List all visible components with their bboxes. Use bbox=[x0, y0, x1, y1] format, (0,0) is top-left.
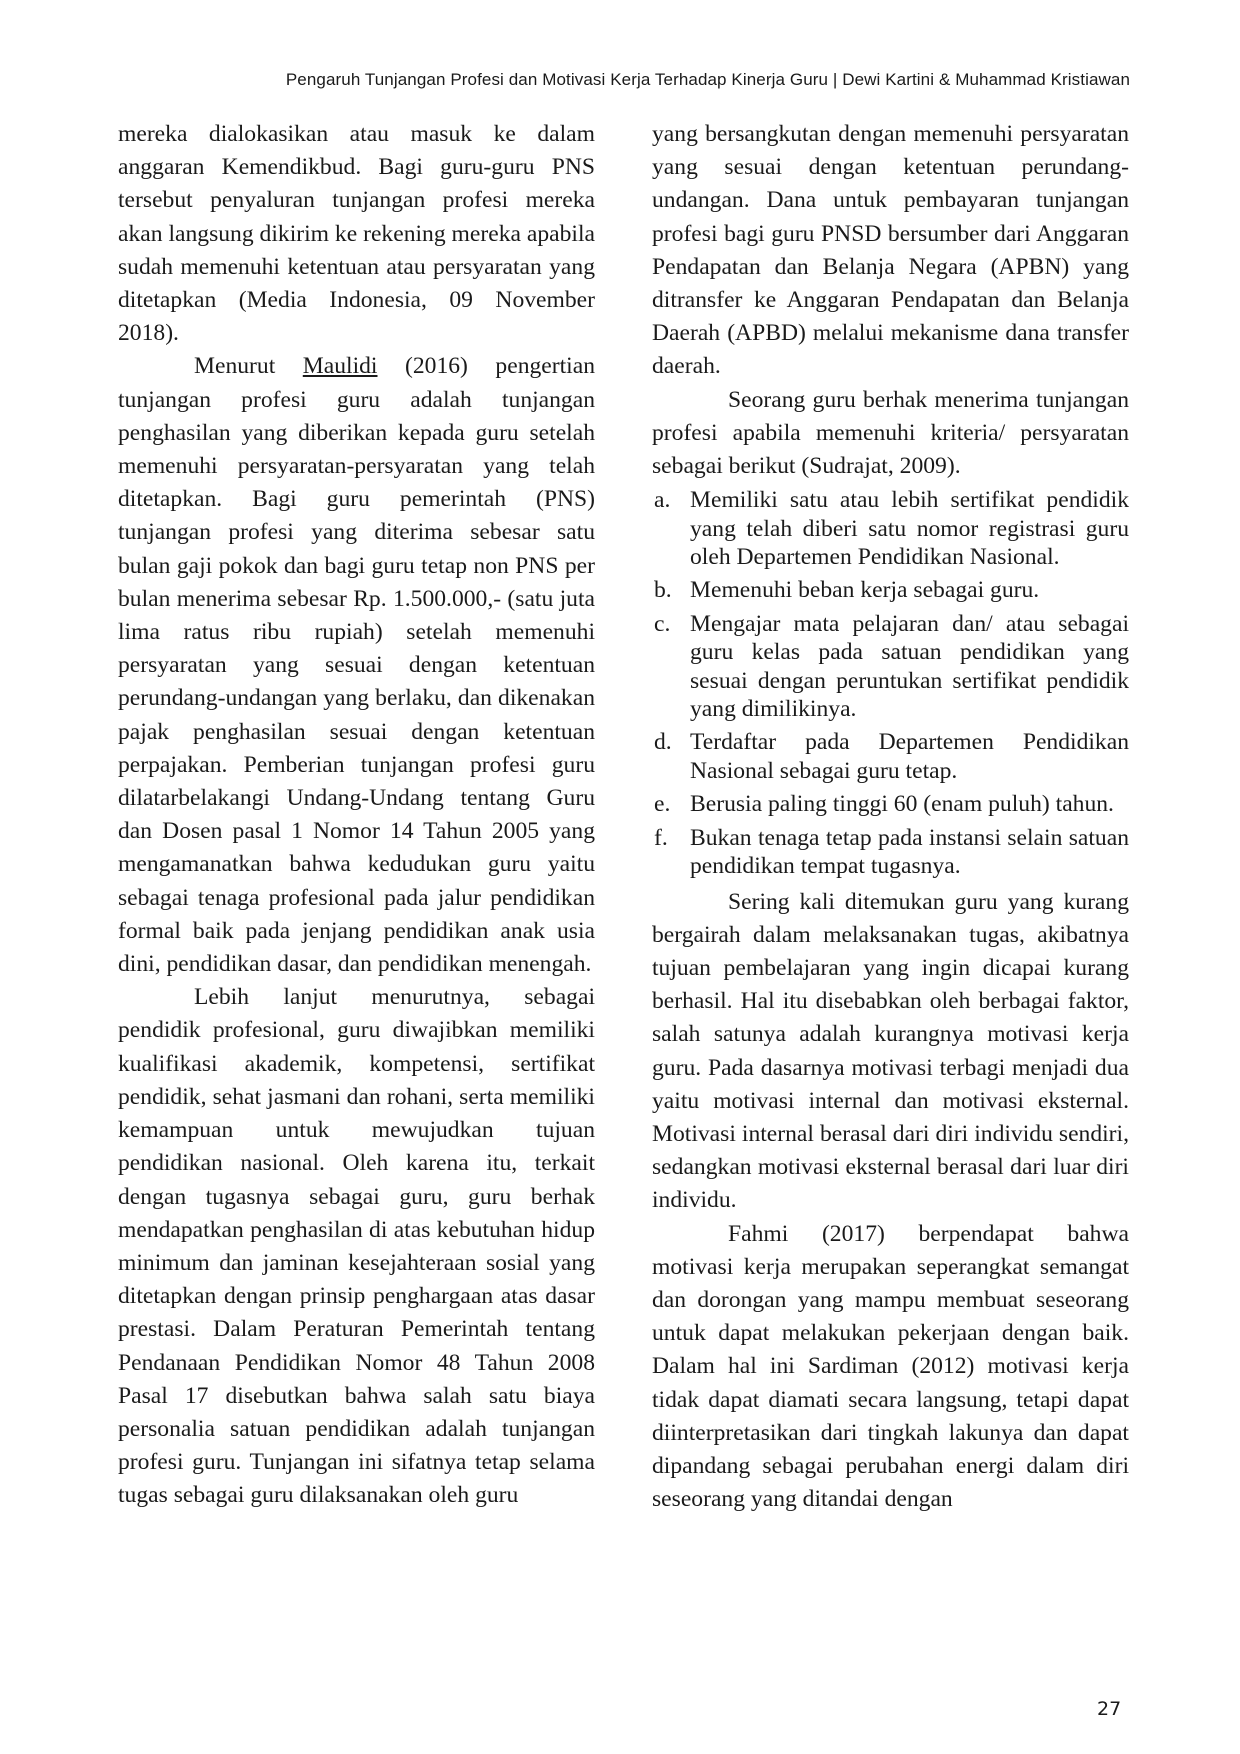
running-header: Pengaruh Tunjangan Profesi dan Motivasi Kerja Terhadap Kinerja Guru | Dewi Kartini & Muhammad Kristiawan bbox=[285, 70, 1130, 89]
text-run: (2016) pengertian tunjangan profesi guru adalah tunjangan penghasilan yang diberikan kepada guru setelah memenuhi persyaratan-persyaratan yang telah ditetapkan. Bagi guru pemerintah (PNS) tunjangan profesi yang diterima sebesar satu bulan gaji pokok dan bagi guru tetap non PNS per bulan menerima sebesar Rp. 1.500.000,- (satu juta lima ratus ribu rupiah) setelah memenuhi persyaratan yang sesuai dengan ketentuan perundang-undangan yang berlaku, dan dikenakan pajak penghasilan sesuai dengan ketentuan perpajakan. Pemberian tunjangan profesi guru dilatarbelakangi Undang-Undang tentang Guru dan Dosen pasal 1 Nomor 14 Tahun 2005 yang mengamanatkan bahwa kedudukan guru yaitu sebagai tenaga profesional pada jalur pendidikan formal baik pada jenjang pendidikan anak usia dini, pendidikan dasar, dan pendidikan menengah. bbox=[118, 353, 595, 978]
paragraph: yang bersangkutan dengan memenuhi persyaratan yang sesuai dengan ketentuan perundang-undangan. Dana untuk pembayaran tunjangan profesi bagi guru PNSD bersumber dari Anggaran Pendapatan dan Belanja Negara (APBN) yang ditransfer ke Anggaran Pendapatan dan Belanja Daerah (APBD) melalui mekanisme dana transfer daerah. bbox=[652, 121, 1129, 380]
text-run: Menurut bbox=[194, 353, 303, 380]
list-marker: b. bbox=[654, 577, 672, 604]
list-item-text: Mengajar mata pelajaran dan/ atau sebagai guru kelas pada satuan pendidikan yang sesuai dengan peruntukan sertifikat pendidik yang dimilikinya. bbox=[690, 610, 1129, 723]
page-number: 27 bbox=[1097, 1698, 1122, 1720]
citation-link[interactable]: Maulidi bbox=[302, 353, 378, 380]
list-marker: d. bbox=[654, 729, 672, 756]
list-marker: a. bbox=[654, 487, 671, 514]
list-item-text: Bukan tenaga tetap pada instansi selain satuan pendidikan tempat tugasnya. bbox=[690, 824, 1129, 880]
list-marker: f. bbox=[654, 824, 668, 851]
paragraph: Sering kali ditemukan guru yang kurang bergairah dalam melaksanakan tugas, akibatnya tujuan pembelajaran yang ingin dicapai kurang berhasil. Hal itu disebabkan oleh berbagai faktor, salah satunya adalah kurangnya motivasi kerja guru. Pada dasarnya motivasi terbagi menjadi dua yaitu motivasi internal dan motivasi eksternal. Motivasi internal berasal dari diri individu sendiri, sedangkan motivasi eksternal berasal dari luar diri individu. bbox=[652, 888, 1129, 1214]
list-item bbox=[652, 790, 1129, 818]
paragraph bbox=[118, 350, 595, 981]
left-column bbox=[118, 118, 595, 1513]
list-item-text: Memiliki satu atau lebih sertifikat pendidik yang telah diberi satu nomor registrasi guru oleh Departemen Pendidikan Nasional. bbox=[690, 487, 1129, 571]
list-marker: e. bbox=[654, 791, 671, 818]
paragraph: Lebih lanjut menurutnya, sebagai pendidik profesional, guru diwajibkan memiliki kualifikasi akademik, kompetensi, sertifikat pendidik, sehat jasmani dan rohani, serta memiliki kemampuan untuk mewujudkan tujuan pendidikan nasional. Oleh karena itu, terkait dengan tugasnya sebagai guru, guru berhak mendapatkan penghasilan di atas kebutuhan hidup minimum dan jaminan kesejahteraan sosial yang ditetapkan dengan prinsip penghargaan atas dasar prestasi. Dalam Peraturan Pemerintah tentang Pendanaan Pendidikan Nomor 48 Tahun 2008 Pasal 17 disebutkan bahwa salah satu biaya personalia satuan pendidikan adalah tunjangan profesi guru. Tunjangan ini sifatnya tetap selama tugas sebagai guru dilaksanakan oleh guru bbox=[118, 984, 595, 1509]
list-item-text: Memenuhi beban kerja sebagai guru. bbox=[690, 577, 1040, 604]
list-item bbox=[652, 728, 1129, 785]
criteria-list bbox=[652, 486, 1129, 880]
list-item-text: Berusia paling tinggi 60 (enam puluh) tahun. bbox=[690, 791, 1114, 818]
list-item bbox=[652, 576, 1129, 604]
list-item bbox=[652, 610, 1129, 724]
list-item-text: Terdaftar pada Departemen Pendidikan Nasional sebagai guru tetap. bbox=[690, 729, 1129, 784]
list-marker: c. bbox=[654, 610, 671, 637]
right-column bbox=[652, 118, 1129, 1516]
paragraph: Fahmi (2017) berpendapat bahwa motivasi kerja merupakan seperangkat semangat dan dorongan yang mampu membuat seseorang untuk dapat melakukan pekerjaan dengan baik. Dalam hal ini Sardiman (2012) motivasi kerja tidak dapat diamati secara langsung, tetapi dapat diinterpretasikan dari tingkah lakunya dan dapat dipandang sebagai perubahan energi dalam diri seseorang yang ditandai dengan bbox=[652, 1220, 1129, 1513]
paragraph: Seorang guru berhak menerima tunjangan profesi apabila memenuhi kriteria/ persyaratan sebagai berikut (Sudrajat, 2009). bbox=[652, 386, 1129, 480]
list-item bbox=[652, 486, 1129, 571]
paragraph: mereka dialokasikan atau masuk ke dalam anggaran Kemendikbud. Bagi guru-guru PNS tersebut penyaluran tunjangan profesi mereka akan langsung dikirim ke rekening mereka apabila sudah memenuhi ketentuan atau persyaratan yang ditetapkan (Media Indonesia, 09 November 2018). bbox=[118, 121, 595, 347]
list-item bbox=[652, 824, 1129, 881]
